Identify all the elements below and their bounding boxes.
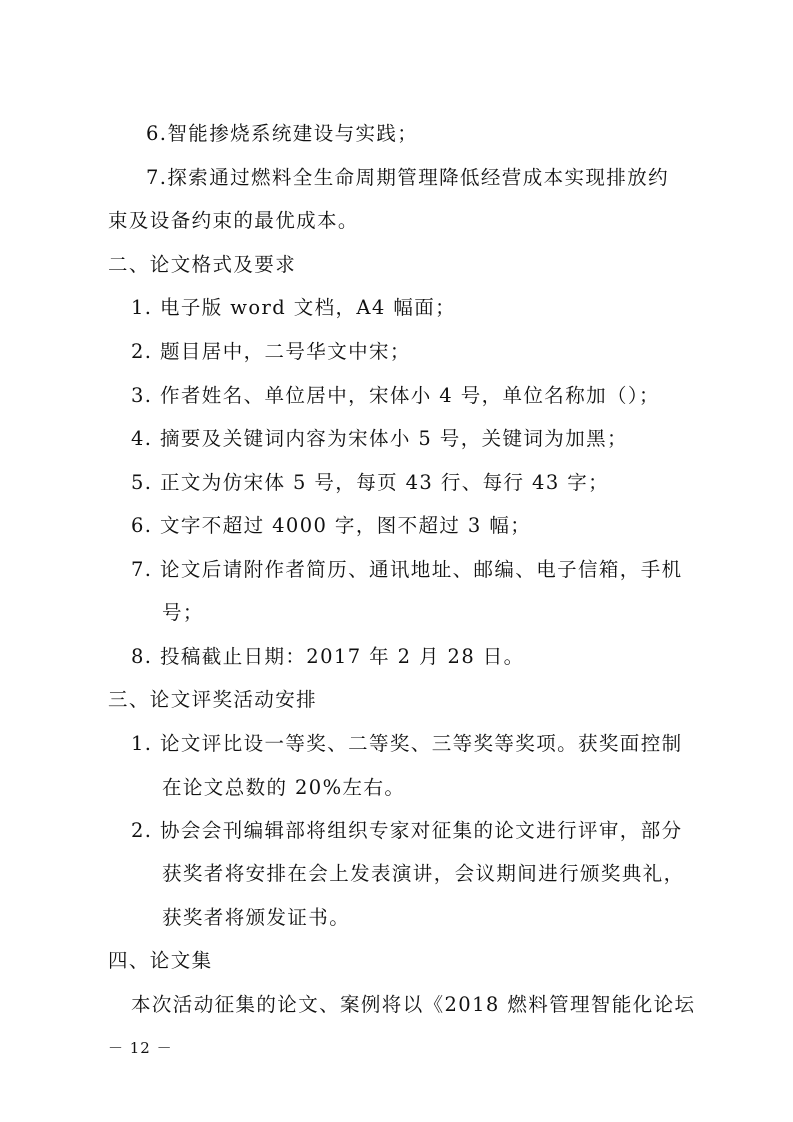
format-item-3: 3. 作者姓名、单位居中，宋体小 4 号，单位名称加（）； [131,384,660,407]
format-item-7-line-2: 号； [162,601,204,624]
format-item-6: 6. 文字不超过 4000 字，图不超过 3 幅； [131,514,532,537]
list-item-7-line-1: 7.探索通过燃料全生命周期管理降低经营成本实现排放约 [146,166,670,189]
format-item-8: 8. 投稿截止日期：2017 年 2 月 28 日。 [131,645,525,668]
format-item-4: 4. 摘要及关键词内容为宋体小 5 号，关键词为加黑； [131,427,628,450]
section-4-paragraph: 本次活动征集的论文、案例将以《2018 燃料管理智能化论坛 [131,993,696,1016]
award-item-1-line-1: 1. 论文评比设一等奖、二等奖、三等奖等奖项。获奖面控制 [131,732,683,755]
award-item-2-line-3: 获奖者将颁发证书。 [162,906,351,929]
format-item-2: 2. 题目居中，二号华文中宋； [131,340,411,363]
section-2-heading: 二、论文格式及要求 [108,253,297,276]
format-item-7-line-1: 7. 论文后请附作者简历、通讯地址、邮编、电子信箱，手机 [131,558,683,581]
section-3-heading: 三、论文评奖活动安排 [108,688,318,711]
list-item-7-line-2: 束及设备约束的最优成本。 [108,209,359,232]
list-item-6-smart-blending: 6.智能掺烧系统建设与实践； [146,122,419,145]
section-4-heading: 四、论文集 [108,949,213,972]
award-item-1-line-2: 在论文总数的 20%左右。 [162,776,406,799]
award-item-2-line-2: 获奖者将安排在会上发表演讲，会议期间进行颁奖典礼， [162,862,685,885]
award-item-2-line-1: 2. 协会会刊编辑部将组织专家对征集的论文进行评审，部分 [131,819,683,842]
format-item-5: 5. 正文为仿宋体 5 号，每页 43 行、每行 43 字； [131,471,610,494]
format-item-1: 1. 电子版 word 文档，A4 幅面； [131,296,457,319]
page-number: － 12 － [108,1039,173,1057]
